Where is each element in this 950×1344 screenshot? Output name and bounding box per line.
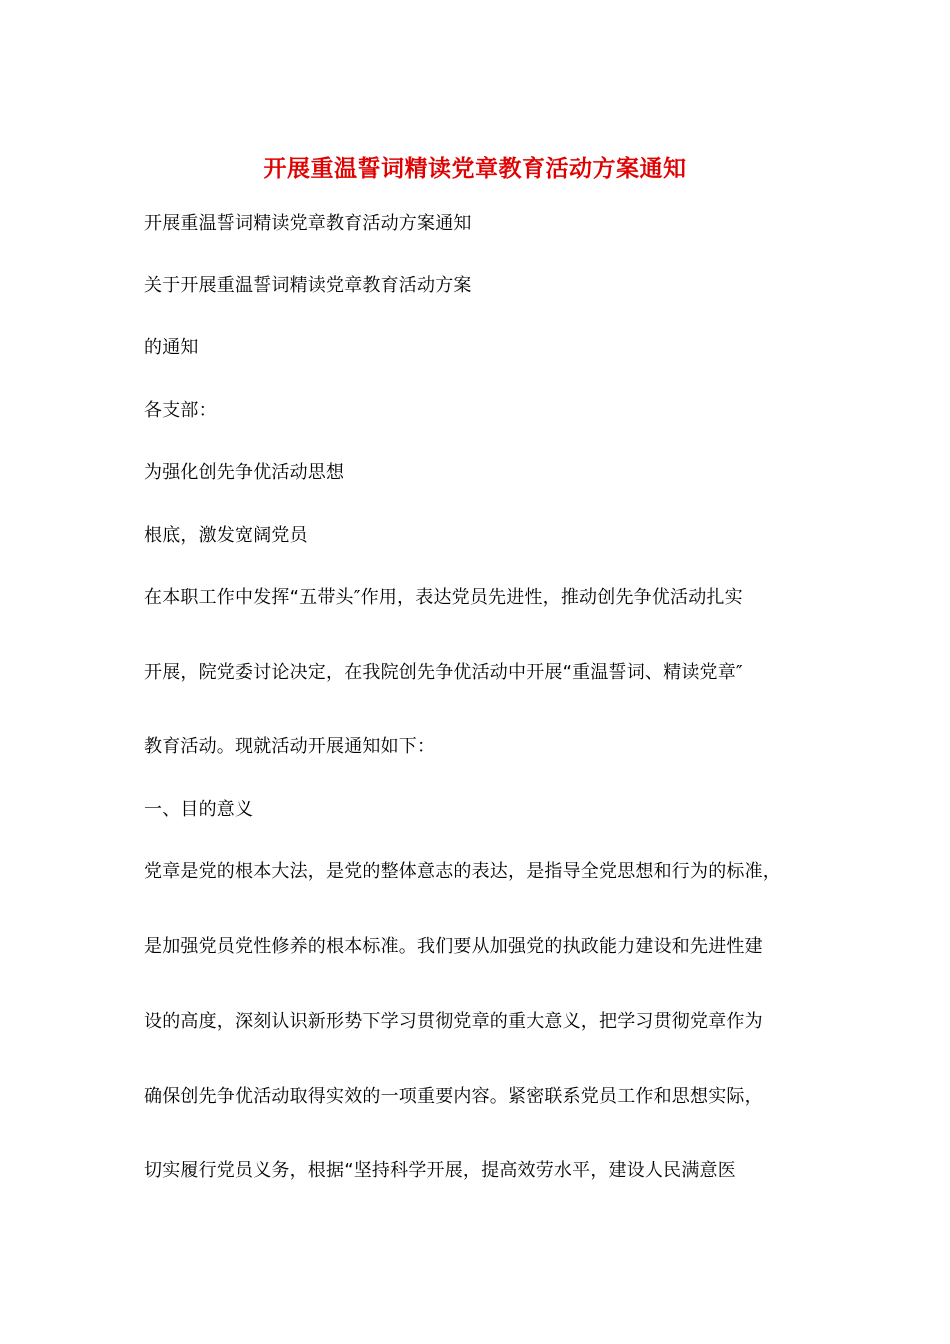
text-line-12: 是加强党员党性修养的根本标准。我们要从加强党的执政能力建设和先进性建 <box>144 936 763 957</box>
text-line-9: 教育活动。现就活动开展通知如下： <box>144 736 436 757</box>
text-line-1: 开展重温誓词精读党章教育活动方案通知 <box>144 213 472 234</box>
text-line-6: 根底，激发宽阔党员 <box>144 525 308 546</box>
text-line-11: 党章是党的根本大法，是党的整体意志的表达，是指导全党思想和行为的标准， <box>144 861 781 882</box>
text-line-5: 为强化创先争优活动思想 <box>144 462 345 483</box>
section-heading-1: 一、目的意义 <box>144 799 254 820</box>
text-line-7: 在本职工作中发挥“五带头″作用，表达党员先进性，推动创先争优活动扎实 <box>144 587 743 608</box>
text-line-15: 切实履行党员义务，根据“坚持科学开展，提高效劳水平，建设人民满意医 <box>144 1160 736 1181</box>
text-line-4: 各支部： <box>144 400 217 421</box>
text-line-2: 关于开展重温誓词精读党章教育活动方案 <box>144 275 472 296</box>
text-line-3: 的通知 <box>144 337 199 358</box>
text-line-14: 确保创先争优活动取得实效的一项重要内容。紧密联系党员工作和思想实际， <box>144 1086 763 1107</box>
text-line-8: 开展，院党委讨论决定，在我院创先争优活动中开展“重温誓词、精读党章″ <box>144 662 743 683</box>
text-line-13: 设的高度，深刻认识新形势下学习贯彻党章的重大意义，把学习贯彻党章作为 <box>144 1011 763 1032</box>
document-title: 开展重温誓词精读党章教育活动方案通知 <box>263 156 687 182</box>
